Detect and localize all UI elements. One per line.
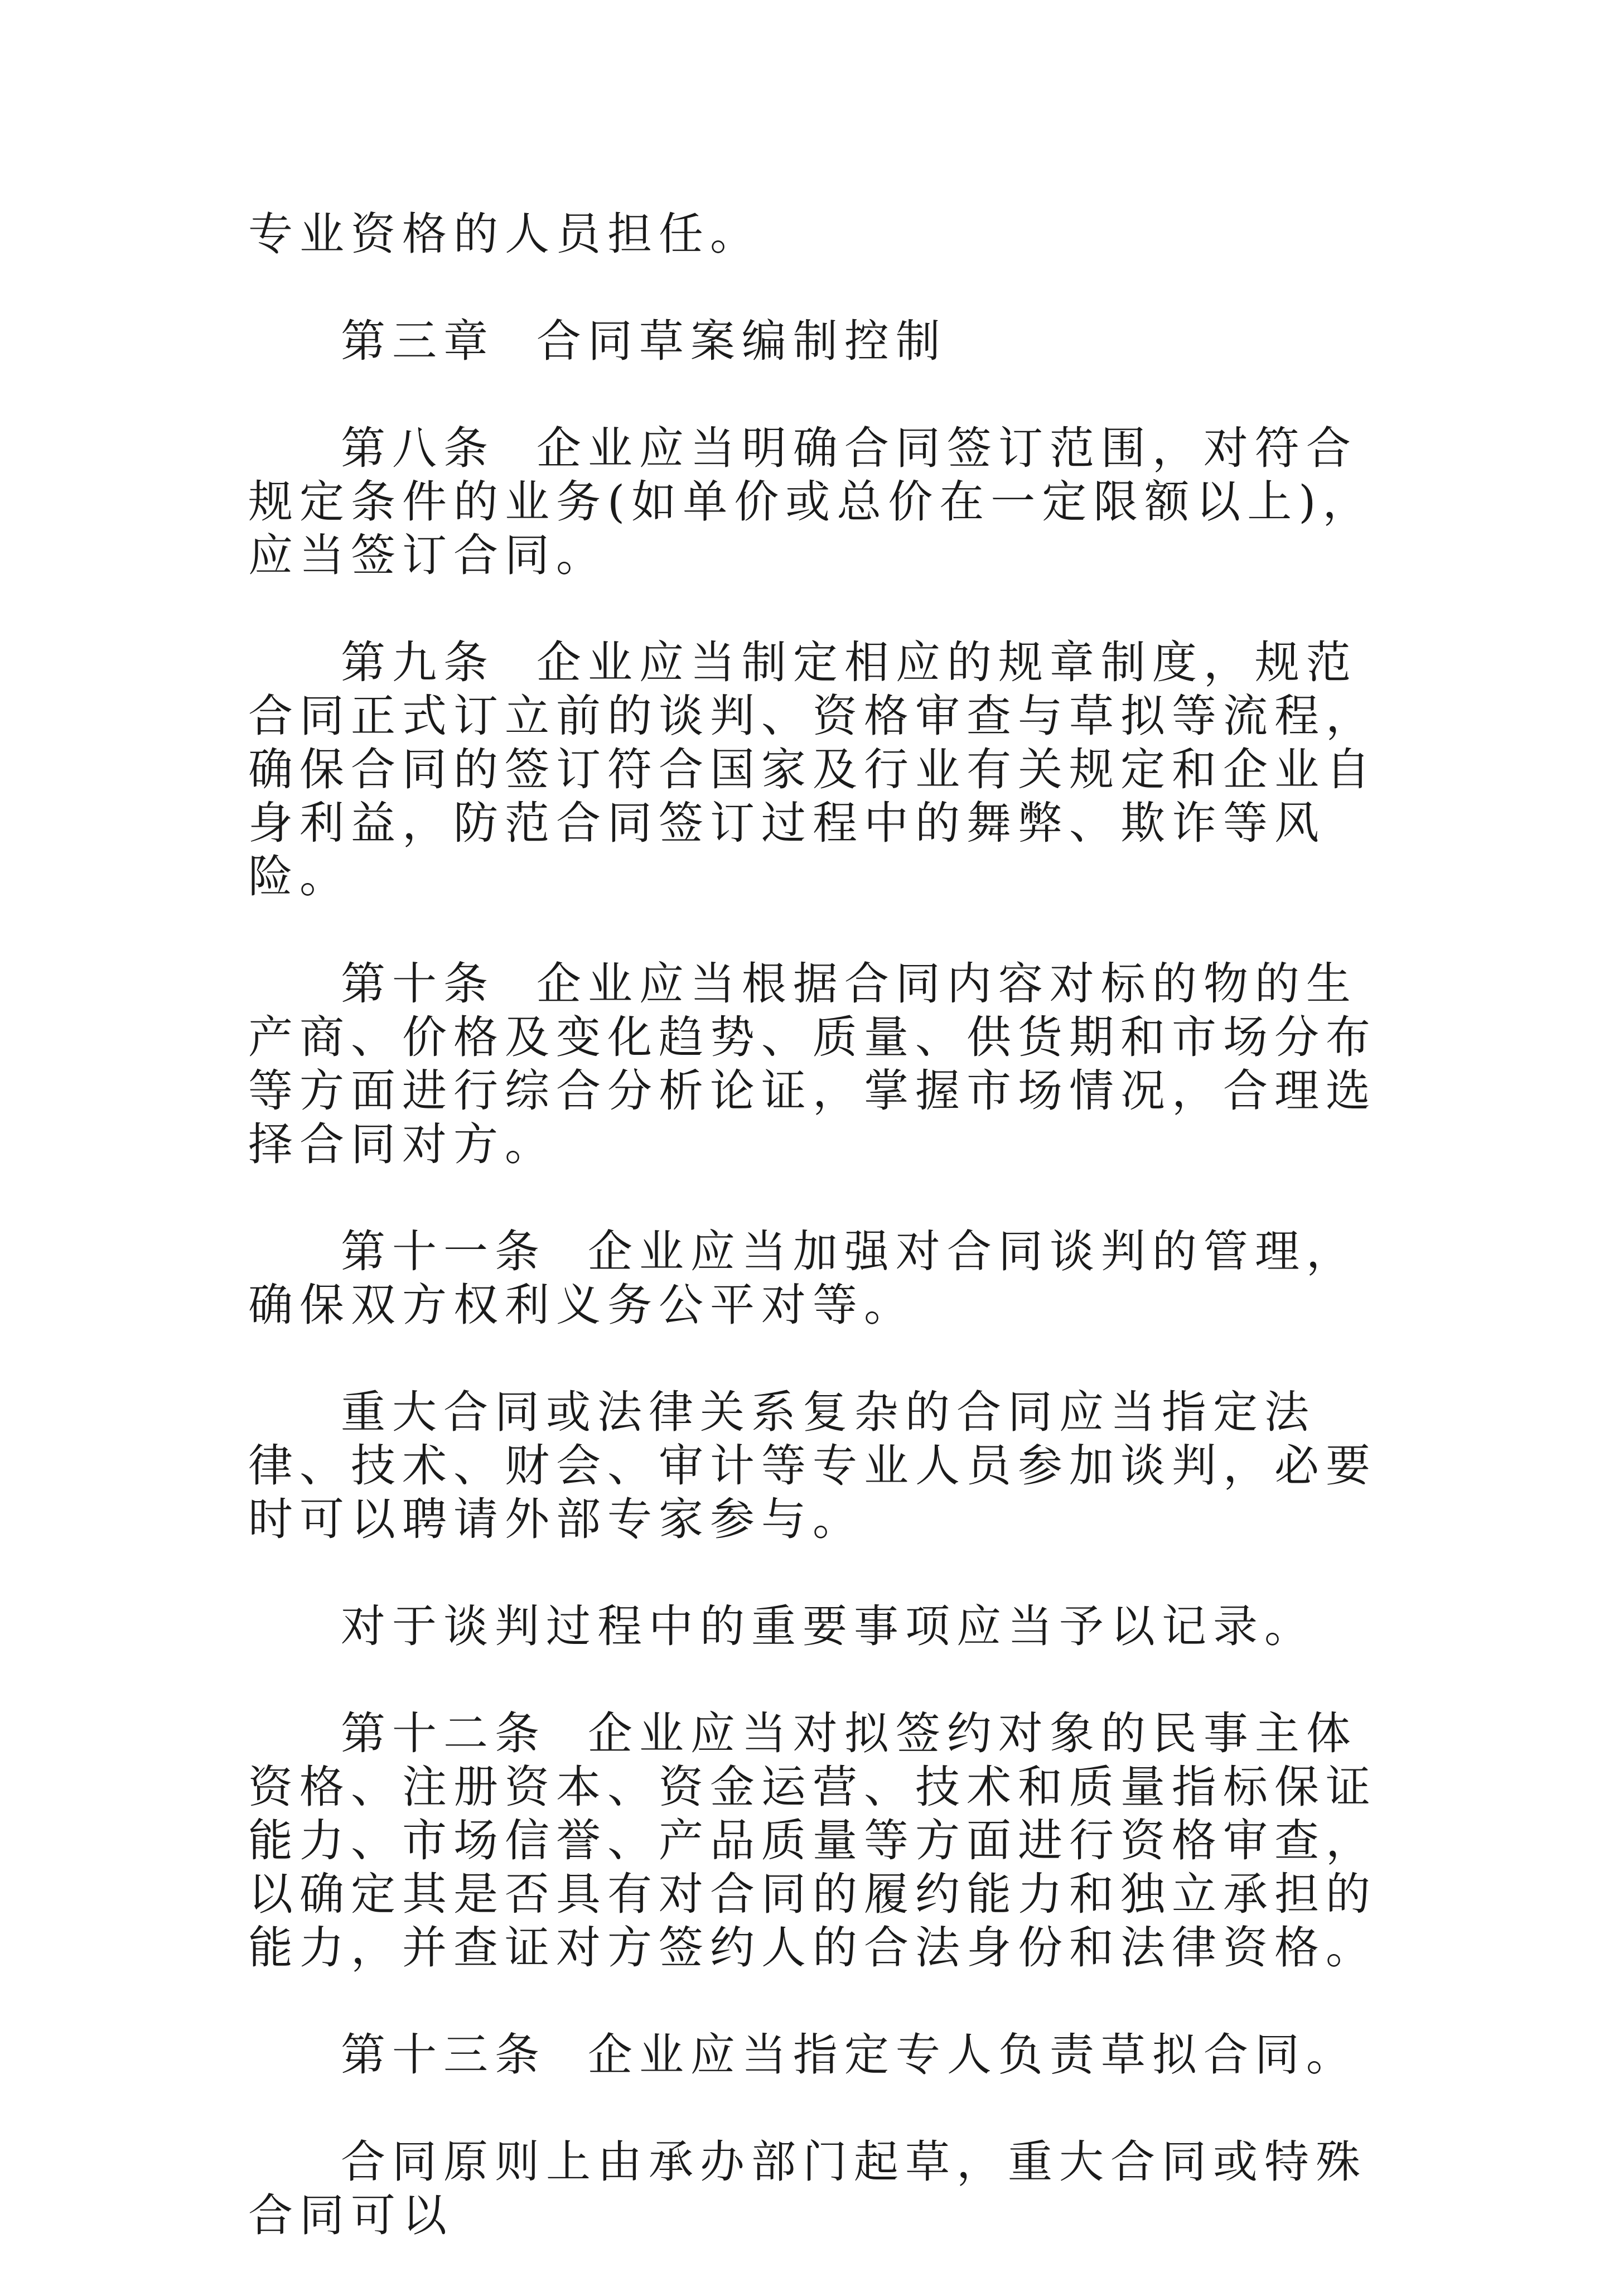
article-11: 第十一条 企业应当加强对合同谈判的管理，确保双方权利义务公平对等。 xyxy=(248,1226,1357,1331)
document-body xyxy=(248,208,1386,2296)
article-11-clause-3: 对于谈判过程中的重要事项应当予以记录。 xyxy=(341,1600,1316,1652)
article-12: 第十二条 企业应当对拟签约对象的民事主体资格、注册资本、资金运营、技术和质量指标保证能力、市场信誉、产品质量等方面进行资格审查，以确定其是否具有对合同的履约能力和独立承担的能力，并查证对方签约人的合法身份和法律资格。 xyxy=(248,1707,1377,1974)
paragraph-continuation: 专业资格的人员担任。 xyxy=(248,208,761,260)
article-13-clause-2: 合同原则上由承办部门起草，重大合同或特殊合同可以 xyxy=(248,2136,1367,2241)
chapter-heading: 第三章 合同草案编制控制 xyxy=(341,315,947,367)
article-8: 第八条 企业应当明确合同签订范围，对符合规定条件的业务(如单价或总价在一定限额以上)，应当签订合同。 xyxy=(248,422,1374,581)
article-9: 第九条 企业应当制定相应的规章制度，规范合同正式订立前的谈判、资格审查与草拟等流程，确保合同的签订符合国家及行业有关规定和企业自身利益，防范合同签订过程中的舞弊、欺诈等风险。 xyxy=(248,636,1377,903)
article-10: 第十条 企业应当根据合同内容对标的物的生产商、价格及变化趋势、质量、供货期和市场分布等方面进行综合分析论证，掌握市场情况，合理选择合同对方。 xyxy=(248,958,1377,1170)
article-13: 第十三条 企业应当指定专人负责草拟合同。 xyxy=(341,2029,1357,2081)
article-11-clause-2: 重大合同或法律关系复杂的合同应当指定法律、技术、财会、审计等专业人员参加谈判，必要时可以聘请外部专家参与。 xyxy=(248,1386,1377,1545)
